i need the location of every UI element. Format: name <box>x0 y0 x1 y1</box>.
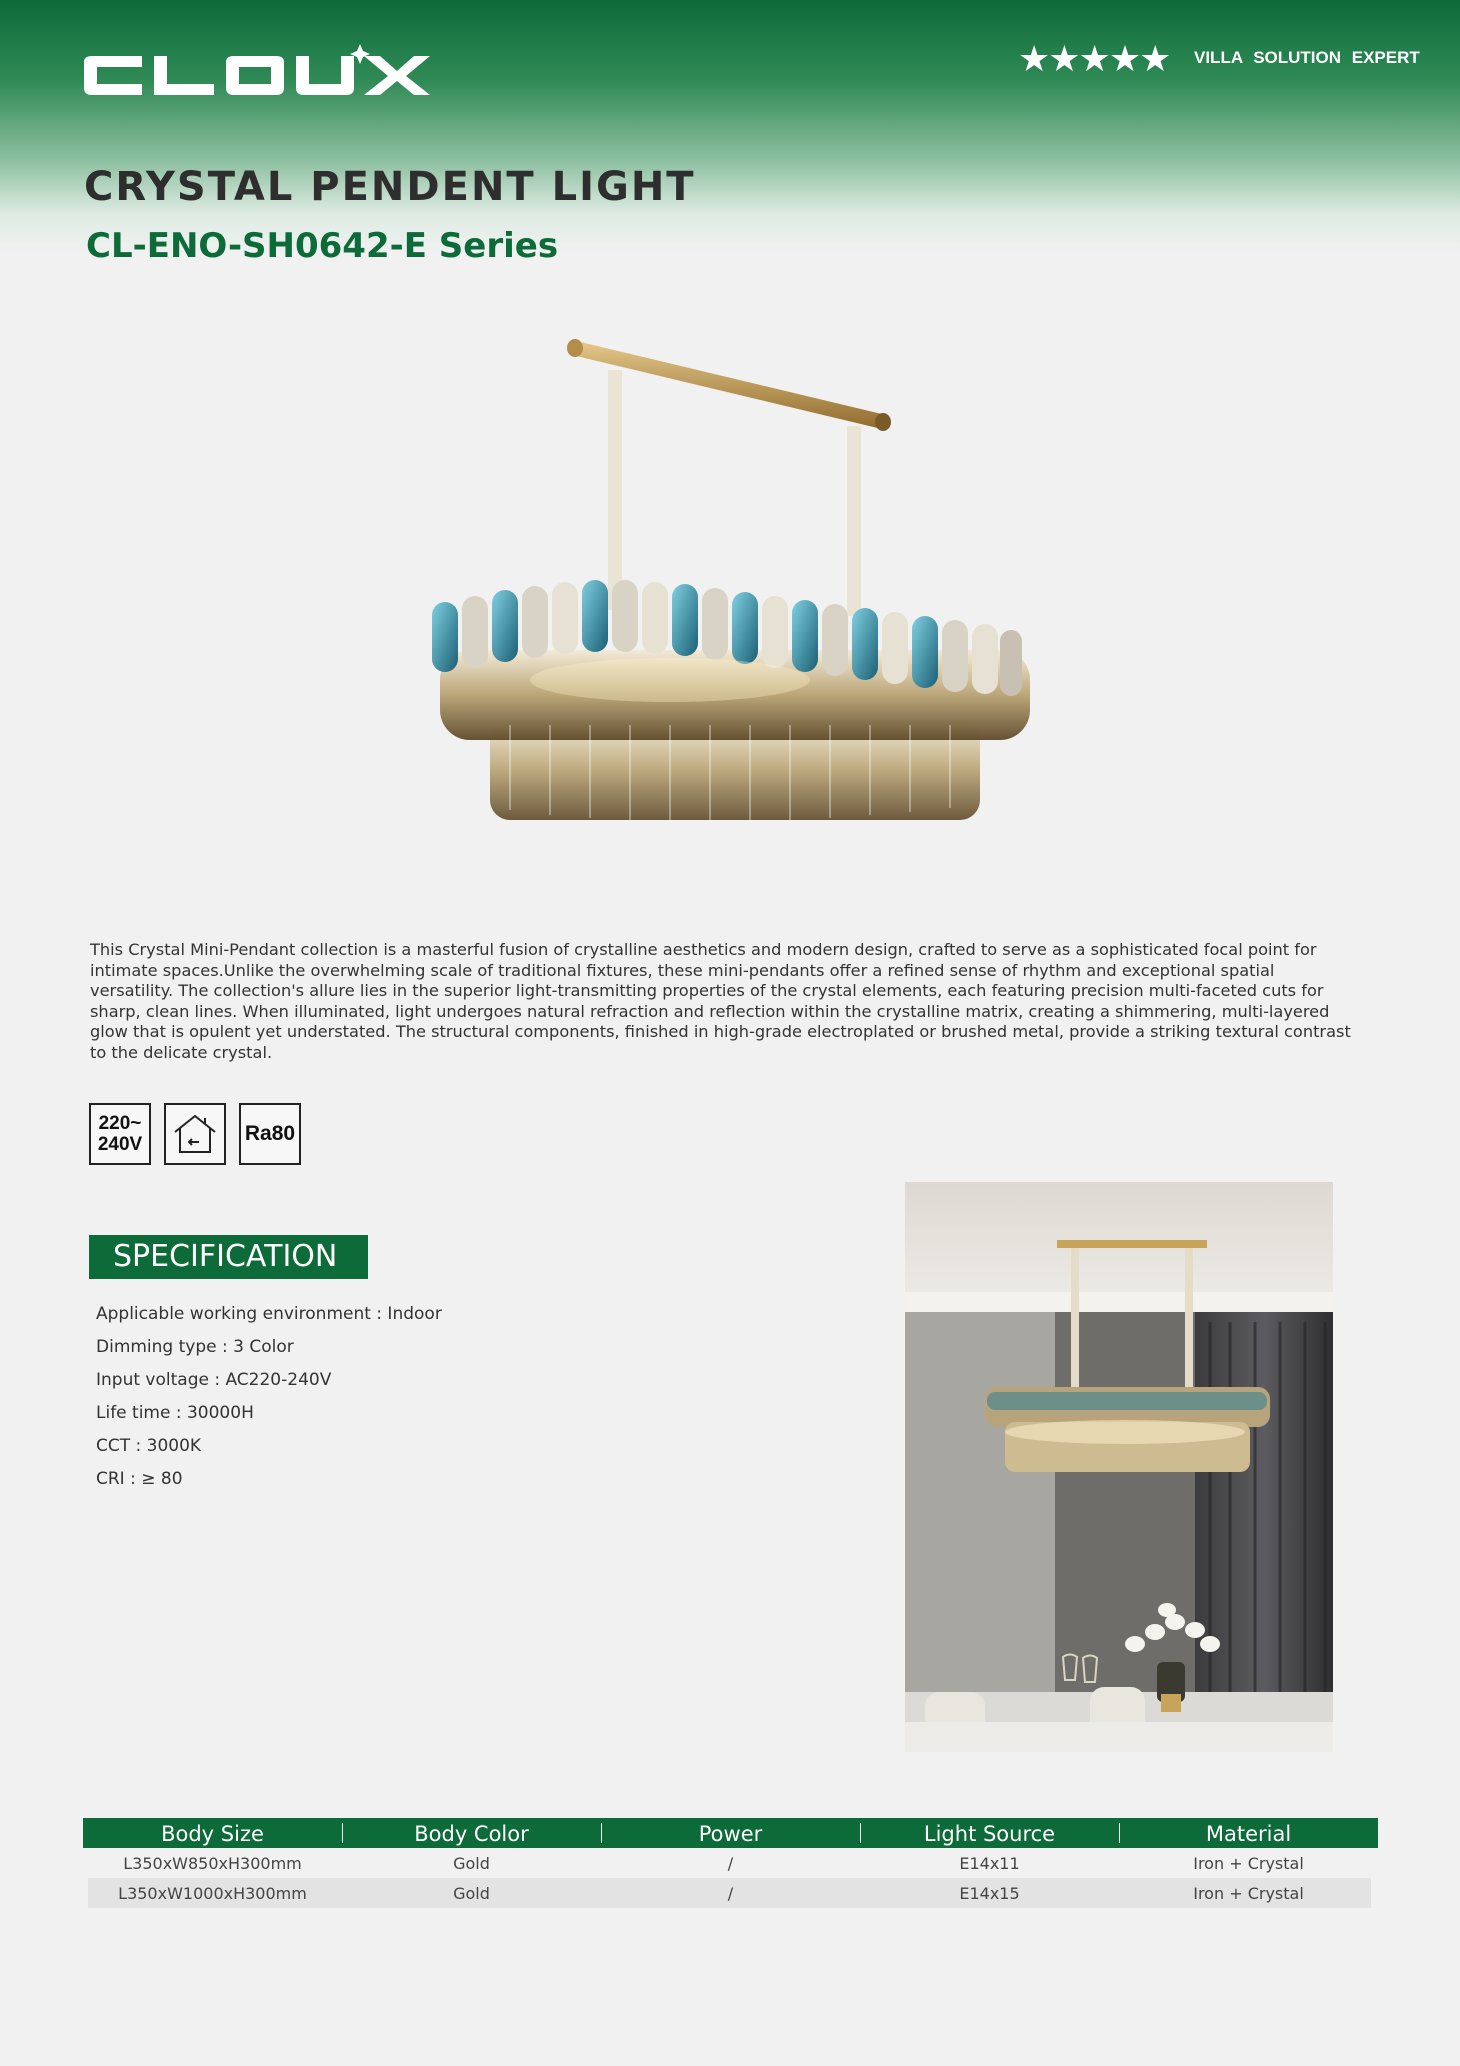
indoor-house-icon <box>171 1112 219 1156</box>
table-cell: Gold <box>342 1878 601 1908</box>
table-cell: Gold <box>453 1853 490 1873</box>
table-cell: Iron + Crystal <box>1193 1853 1304 1873</box>
cri-badge: Ra80 <box>239 1103 301 1165</box>
cloux-logo <box>84 44 436 100</box>
rating-stars: ★★★★★ <box>1018 39 1170 80</box>
header-band <box>0 0 1460 260</box>
specification-heading: SPECIFICATION <box>89 1235 368 1279</box>
voltage-badge <box>89 1103 151 1165</box>
spec-item: Dimming type : 3 Color <box>96 1337 294 1357</box>
room-scene-image <box>905 1182 1333 1752</box>
spec-item: Input voltage : AC220-240V <box>96 1370 332 1390</box>
table-cell: E14x15 <box>860 1878 1119 1908</box>
table-row <box>83 1848 1378 1878</box>
product-description: This Crystal Mini-Pendant collection is a masterful fusion of crystalline aesthetics and modern design, crafted to serve as a sophisticated focal point for intimate spaces.Unlike the overwhelming scale of traditional fixtures, these mini-pendants offer a refined sense of rhythm and exceptional spatial versatility. The collection's allure lies in the superior light-transmitting properties of the crystal elements, each featuring precision multi-faceted cuts for sharp, clean lines. When illuminated, light undergoes natural refraction and reflection within the crystalline matrix, creating a shimmering, multi-layered glow that is opulent yet understated. The structural components, finished in high-grade electroplated or brushed metal, provide a striking textural contrast to the delicate crystal. <box>90 940 1351 1062</box>
spec-table <box>83 1818 1378 1908</box>
voltage-badge-line1: 220~ <box>98 1113 142 1134</box>
specification-list <box>96 1302 442 1500</box>
table-header-cell: Material <box>1119 1818 1378 1848</box>
table-cell: Iron + Crystal <box>1119 1878 1378 1908</box>
chandelier-image <box>420 330 1040 860</box>
spec-item: Life time : 30000H <box>96 1403 254 1423</box>
table-row <box>83 1878 1378 1908</box>
table-cell: E14x11 <box>959 1853 1020 1873</box>
table-header-row <box>83 1818 1378 1848</box>
table-header-cell: Power <box>601 1818 860 1848</box>
table-cell: / <box>727 1853 734 1873</box>
series-name: CL-ENO-SH0642-E Series <box>86 226 559 266</box>
page-title: CRYSTAL PENDENT LIGHT <box>84 164 696 210</box>
table-header-cell: Light Source <box>860 1818 1119 1848</box>
spec-item: Applicable working environment : Indoor <box>96 1304 442 1324</box>
spec-item: CRI : ≥ 80 <box>96 1469 183 1489</box>
table-cell: / <box>601 1878 860 1908</box>
table-header-cell: Body Size <box>161 1822 264 1846</box>
spec-item: CCT : 3000K <box>96 1436 202 1456</box>
table-cell: L350xW850xH300mm <box>123 1853 302 1873</box>
table-header-cell: Body Color <box>342 1818 601 1848</box>
brand-tagline: VILLA SOLUTION EXPERT <box>1194 48 1420 67</box>
table-cell: L350xW1000xH300mm <box>83 1878 342 1908</box>
voltage-badge-line2: 240V <box>97 1134 143 1155</box>
indoor-badge <box>164 1103 226 1165</box>
